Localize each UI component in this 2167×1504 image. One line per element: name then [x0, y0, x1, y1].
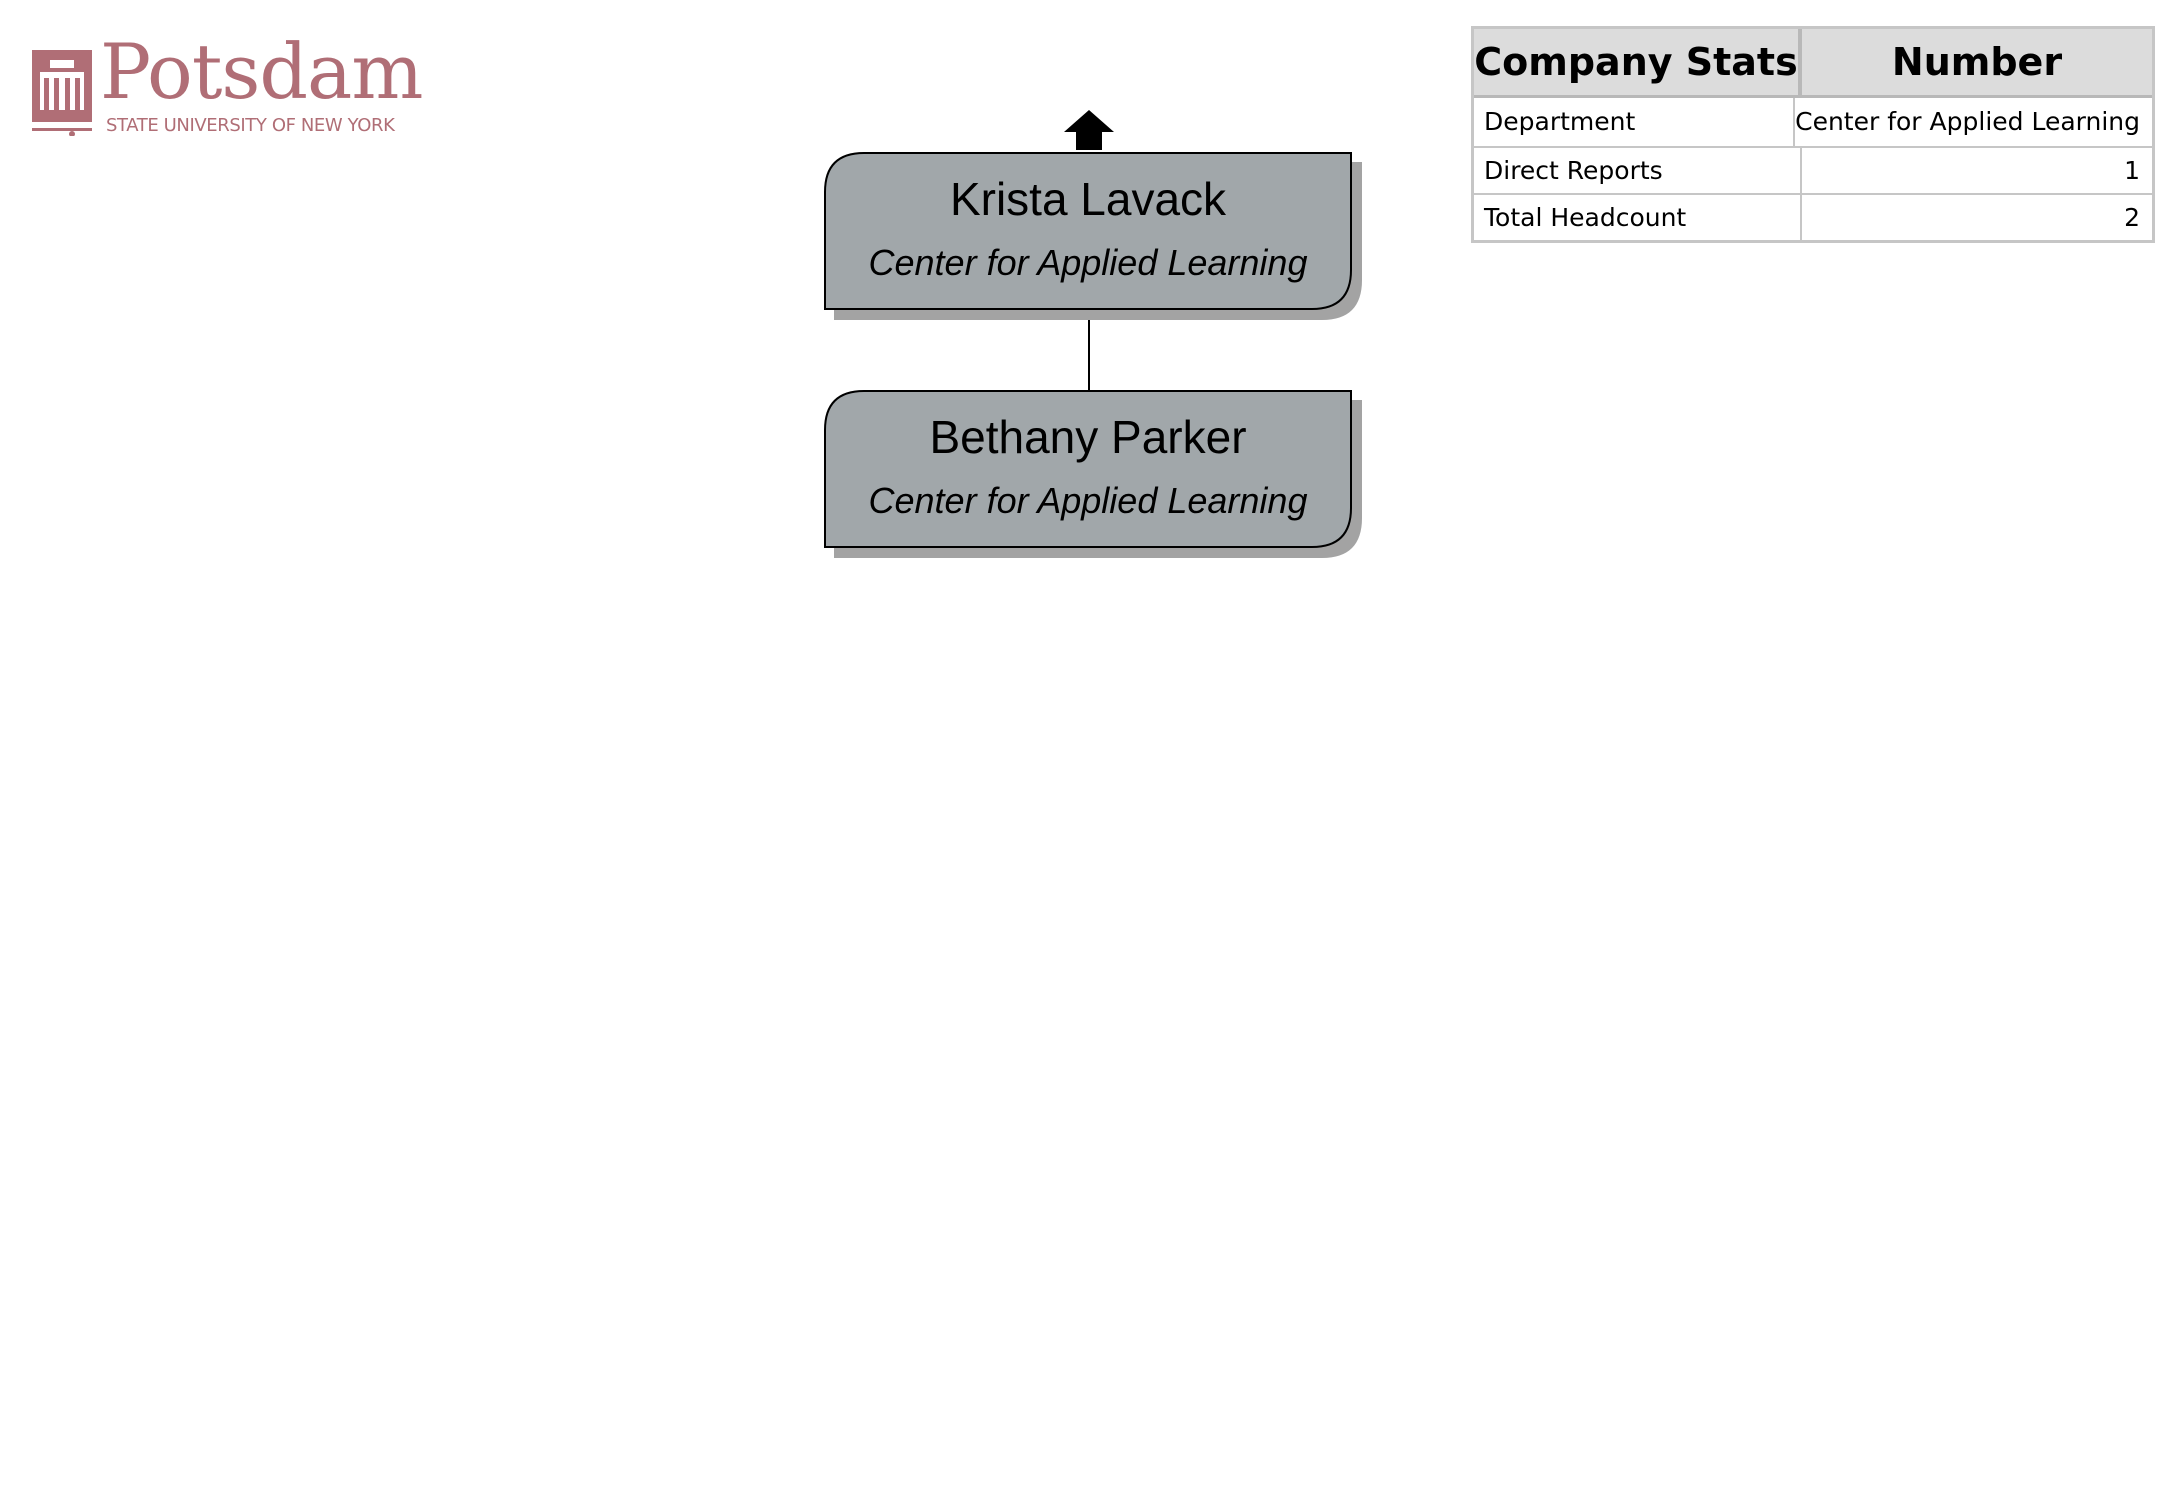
node-name: Bethany Parker: [929, 411, 1247, 463]
org-node-manager[interactable]: [824, 152, 1352, 310]
row-label: Department: [1474, 98, 1795, 146]
node-department: Center for Applied Learning: [868, 480, 1308, 521]
node-department: Center for Applied Learning: [868, 242, 1308, 283]
row-label: Direct Reports: [1474, 148, 1802, 193]
table-row: [1474, 193, 2152, 240]
table-header-row: [1474, 29, 2152, 95]
row-label: Total Headcount: [1474, 195, 1802, 240]
row-value: 2: [2124, 203, 2140, 232]
up-arrow-icon[interactable]: [1064, 110, 1114, 150]
logo-subtitle: STATE UNIVERSITY OF NEW YORK: [106, 115, 395, 136]
node-name: Krista Lavack: [949, 173, 1227, 225]
org-node-report[interactable]: [824, 390, 1352, 548]
table-row: [1474, 95, 2152, 146]
building-icon: [32, 50, 96, 136]
column-header-stat: Company Stats: [1474, 29, 1802, 95]
column-header-number: Number: [1891, 40, 2063, 84]
table-row: [1474, 146, 2152, 193]
logo-wordmark: Potsdam: [100, 27, 423, 116]
potsdam-logo: [32, 27, 423, 140]
row-value: 1: [2124, 156, 2140, 185]
row-value: Center for Applied Learning: [1795, 107, 2140, 136]
company-stats-table: [1471, 26, 2155, 243]
